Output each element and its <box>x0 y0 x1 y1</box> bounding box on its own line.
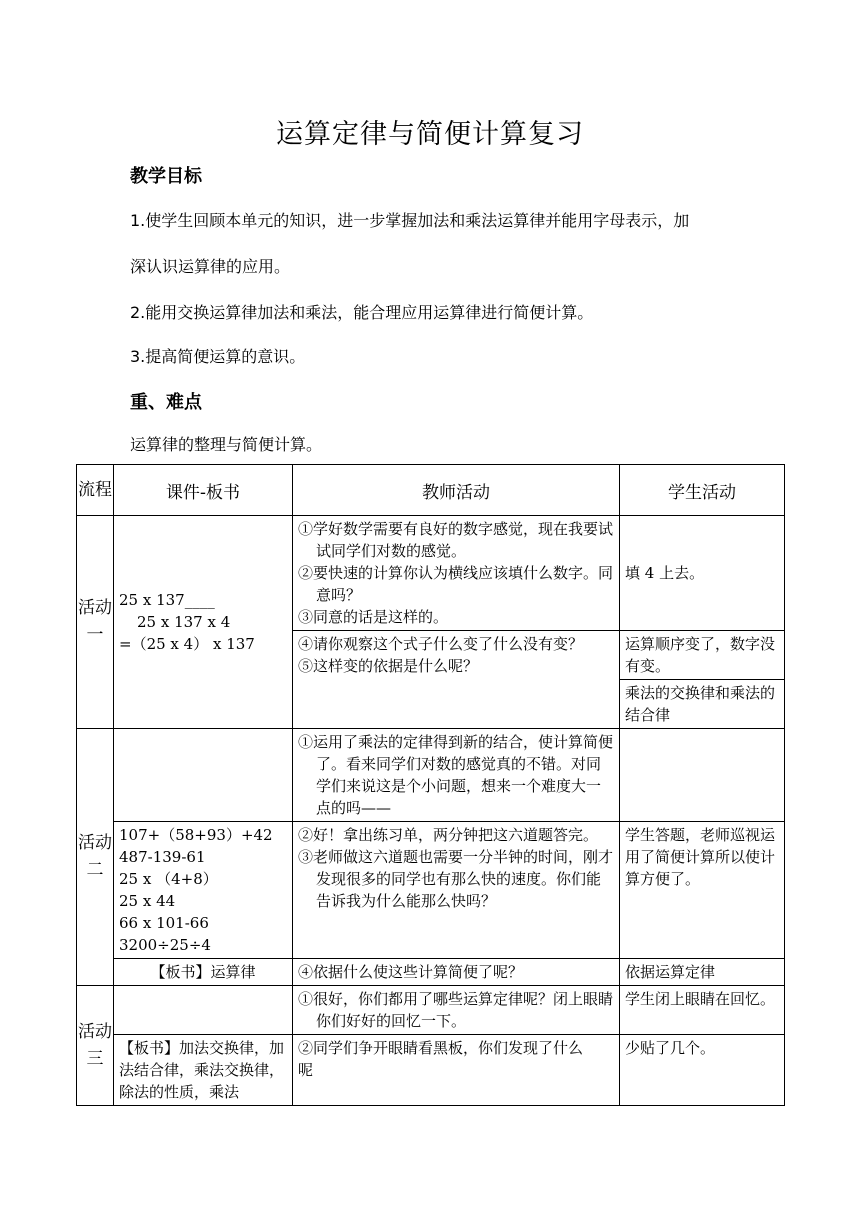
teacher-step: ④依据什么使这些计算简便了呢？ <box>298 963 524 981</box>
activity-1-teacher-b <box>293 631 620 729</box>
teacher-step: ③同意的话是这样的。 <box>298 608 449 626</box>
activity-1-teacher-a <box>293 516 620 631</box>
header-process: 流程 <box>77 465 114 516</box>
activity-1-student-a: 填 4 上去。 <box>620 516 785 631</box>
teacher-step: ②好！拿出练习单，两分钟把这六道题答完。 <box>298 826 599 844</box>
goals-heading: 教学目标 <box>130 166 202 187</box>
activity-2-student-b: 学生答题，老师巡视运用了简便计算所以使计算方便了。 <box>620 822 785 959</box>
board-line: 3200÷25÷4 <box>119 936 211 954</box>
table-row <box>77 822 785 959</box>
page-title: 运算定律与简便计算复习 <box>276 119 584 150</box>
activity-2-board-c: 【板书】运算律 <box>114 959 293 986</box>
header-teacher: 教师活动 <box>293 465 620 516</box>
teacher-step: ②同学们争开眼睛看黑板，你们发现了什么 <box>298 1039 584 1057</box>
teacher-step-continuation: 呢 <box>298 1061 314 1079</box>
key-heading: 重、难点 <box>130 392 202 413</box>
board-line: 66 x 101-66 <box>119 914 209 932</box>
activity-2-student-empty <box>620 729 785 822</box>
teacher-step: ⑤这样变的依据是什么呢？ <box>298 657 479 675</box>
activity-2-student-c: 依据运算定律 <box>620 959 785 986</box>
activity-3-teacher-b <box>293 1035 620 1106</box>
table-row <box>77 516 785 631</box>
activity-3-student-a: 学生闭上眼睛在回忆。 <box>620 986 785 1035</box>
activity-3-board-b: 【板书】加法交换律，加法结合律，乘法交换律，除法的性质，乘法 <box>114 1035 293 1106</box>
activity-2-label: 活动二 <box>77 729 114 986</box>
table-header-row <box>77 465 785 516</box>
teacher-step: ②要快速的计算你认为横线应该填什么数字。同意吗？ <box>298 564 614 604</box>
teacher-step: ①学好数学需要有良好的数字感觉，现在我要试试同学们对数的感觉。 <box>298 520 614 560</box>
activity-2-board-empty <box>114 729 293 822</box>
activity-1-student-b2: 乘法的交换律和乘法的结合律 <box>620 680 785 729</box>
activity-1-label: 活动一 <box>77 516 114 729</box>
activity-2-teacher-b <box>293 822 620 959</box>
table-row <box>77 1035 785 1106</box>
teacher-step: ④请你观察这个式子什么变了什么没有变？ <box>298 635 584 653</box>
header-board: 课件-板书 <box>114 465 293 516</box>
board-line: 487-139-61 <box>119 848 206 866</box>
activity-2-board <box>114 822 293 959</box>
table-row <box>77 959 785 986</box>
goal-2: 2.能用交换运算律加法和乘法，能合理应用运算律进行简便计算。 <box>130 303 594 322</box>
lesson-flow-table <box>76 464 785 1106</box>
key-text: 运算律的整理与简便计算。 <box>130 435 323 454</box>
teacher-step: ①很好，你们都用了哪些运算定律呢？闭上眼睛你们好好的回忆一下。 <box>298 990 614 1030</box>
board-line: 25 x 137____ <box>119 591 215 609</box>
goal-1-line-2: 深认识运算律的应用。 <box>130 257 291 276</box>
activity-1-board <box>114 516 293 729</box>
teacher-step: ③老师做这六道题也需要一分半钟的时间，刚才发现很多的同学也有那么快的速度。你们能告诉我为什么能那么快吗？ <box>298 848 614 910</box>
activity-3-board-empty <box>114 986 293 1035</box>
goal-3: 3.提高简便运算的意识。 <box>130 347 306 366</box>
board-line: 25 x 137 x 4 <box>137 613 231 631</box>
activity-3-student-b: 少贴了几个。 <box>620 1035 785 1106</box>
table-row <box>77 729 785 822</box>
teacher-step: ①运用了乘法的定律得到新的结合，使计算简便了。看来同学们对数的感觉真的不错。对同学们来说这是个小问题，想来一个难度大一点的吗—— <box>298 733 614 817</box>
goal-1-line-1: 1.使学生回顾本单元的知识，进一步掌握加法和乘法运算律并能用字母表示，加 <box>130 211 690 230</box>
activity-2-teacher-c <box>293 959 620 986</box>
board-line: 25 x （4+8） <box>119 870 218 888</box>
activity-1-student-b1: 运算顺序变了，数字没有变。 <box>620 631 785 680</box>
header-student: 学生活动 <box>620 465 785 516</box>
table-row <box>77 986 785 1035</box>
board-line: 107+（58+93）+42 <box>119 826 273 844</box>
activity-2-teacher-a <box>293 729 620 822</box>
activity-3-teacher-a <box>293 986 620 1035</box>
board-line: =（25 x 4） x 137 <box>119 635 255 653</box>
board-line: 25 x 44 <box>119 892 176 910</box>
activity-3-label: 活动三 <box>77 986 114 1106</box>
